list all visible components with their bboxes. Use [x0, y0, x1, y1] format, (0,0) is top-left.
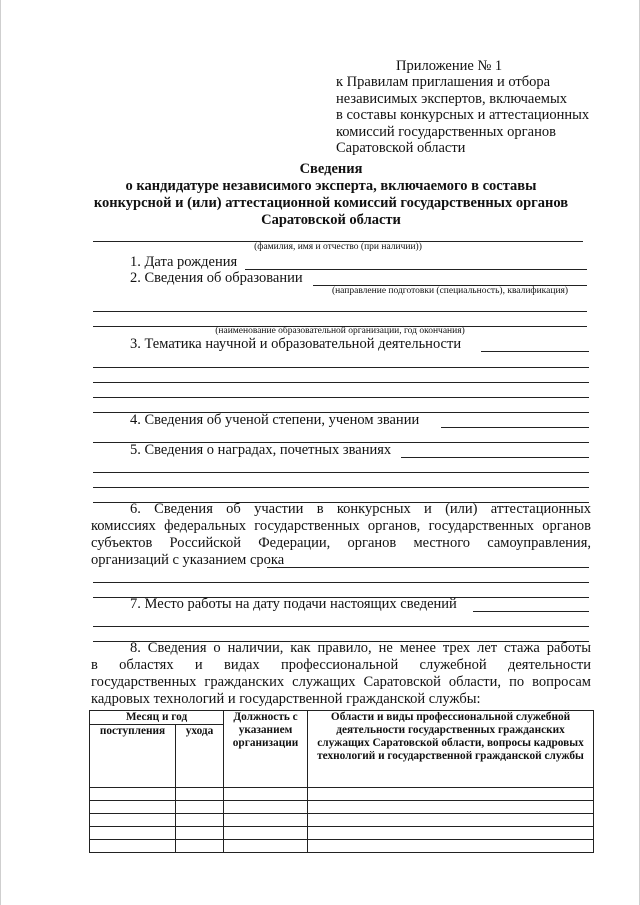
- document-subtitle-line: конкурсной и (или) аттестационной комиссий государственных органов: [93, 195, 569, 211]
- commissions-field-line: [93, 582, 589, 583]
- table-cell[interactable]: [90, 814, 176, 827]
- table-header-row: [90, 711, 594, 725]
- fio-caption: (фамилия, имя и отчество (при наличии)): [254, 242, 422, 252]
- header-month-year: Месяц и год: [90, 711, 224, 725]
- table-cell[interactable]: [224, 827, 308, 840]
- header-leave: ухода: [176, 725, 224, 788]
- document-subtitle-line: о кандидатуре независимого эксперта, включаемого в составы: [125, 178, 537, 194]
- table-cell[interactable]: [90, 801, 176, 814]
- item-awards-label: 5. Сведения о наградах, почетных званиях: [130, 442, 392, 458]
- header-areas: Области и виды профессиональной служебной деятельности государственных гражданских служащих Саратовской области, вопросы кадровых технологий и государственной гражданской службы: [308, 711, 594, 788]
- degree-field-line: [441, 427, 589, 428]
- item-education-label: 2. Сведения об образовании: [130, 270, 303, 286]
- item-commissions-line: организаций с указанием срока: [91, 552, 285, 568]
- item-commissions-line: комиссиях федеральных государственных органов, государственных органов: [91, 518, 591, 534]
- appendix-title: Приложение № 1: [396, 58, 503, 74]
- table-cell[interactable]: [176, 801, 224, 814]
- header-position: Должность с указанием организации: [224, 711, 308, 788]
- commissions-field-line: [267, 567, 589, 568]
- table-cell[interactable]: [176, 788, 224, 801]
- header-entry: поступления: [90, 725, 176, 788]
- table-cell[interactable]: [308, 840, 594, 853]
- topics-field-line: [481, 351, 589, 352]
- table-cell[interactable]: [308, 814, 594, 827]
- item-topics-label: 3. Тематика научной и образовательной деятельности: [130, 336, 462, 352]
- item-experience-line: государственных гражданских служащих Саратовской области, по вопросам: [91, 674, 591, 690]
- workplace-field-line: [473, 611, 589, 612]
- table-cell[interactable]: [90, 788, 176, 801]
- table-cell[interactable]: [308, 788, 594, 801]
- table-cell[interactable]: [176, 827, 224, 840]
- item-commissions-line: 6. Сведения об участии в конкурсных и (или) аттестационных: [130, 501, 591, 517]
- table-row: [90, 801, 594, 814]
- experience-table: [89, 710, 594, 853]
- table-cell[interactable]: [176, 840, 224, 853]
- table-cell[interactable]: [90, 827, 176, 840]
- item-experience-line: в областях и видах профессиональной служебной деятельности: [91, 657, 591, 673]
- appendix-line: комиссий государственных органов: [336, 123, 556, 140]
- table-row: [90, 814, 594, 827]
- topics-field-line: [93, 382, 589, 383]
- awards-field-line: [401, 457, 589, 458]
- table-row: [90, 788, 594, 801]
- table-cell[interactable]: [224, 801, 308, 814]
- table-cell[interactable]: [308, 801, 594, 814]
- table-cell[interactable]: [90, 840, 176, 853]
- item-birth-label: 1. Дата рождения: [130, 254, 238, 270]
- appendix-line: независимых экспертов, включаемых: [336, 90, 567, 107]
- table-cell[interactable]: [224, 814, 308, 827]
- topics-field-line: [93, 397, 589, 398]
- item-workplace-label: 7. Место работы на дату подачи настоящих сведений: [130, 596, 457, 612]
- item-experience-line: кадровых технологий и государственной гражданской службы:: [91, 691, 481, 707]
- appendix-block: [336, 58, 589, 156]
- education-field-line: [93, 311, 587, 312]
- table-cell[interactable]: [176, 814, 224, 827]
- document-title: Сведения: [299, 161, 363, 177]
- table-row: [90, 827, 594, 840]
- table-cell[interactable]: [308, 827, 594, 840]
- institution-caption: (наименование образовательной организации, год окончания): [215, 326, 465, 336]
- document-subtitle-line: Саратовской области: [261, 212, 401, 228]
- awards-field-line: [93, 487, 589, 488]
- appendix-line: в составы конкурсных и аттестационных: [336, 107, 590, 124]
- table-cell[interactable]: [224, 788, 308, 801]
- item-experience-line: 8. Сведения о наличии, как правило, не менее трех лет стажа работы: [130, 640, 591, 656]
- direction-caption: (направление подготовки (специальность), квалификация): [331, 286, 569, 296]
- appendix-line: Саратовской области: [336, 140, 466, 157]
- table-cell[interactable]: [224, 840, 308, 853]
- topics-field-line: [93, 367, 589, 368]
- item-commissions-line: субъектов Российской Федерации, органов местного самоуправления,: [91, 535, 591, 551]
- appendix-line: к Правилам приглашения и отбора: [336, 74, 551, 91]
- workplace-field-line: [93, 626, 589, 627]
- table-row: [90, 840, 594, 853]
- item-degree-label: 4. Сведения об ученой степени, ученом звании: [130, 412, 420, 428]
- awards-field-line: [93, 472, 589, 473]
